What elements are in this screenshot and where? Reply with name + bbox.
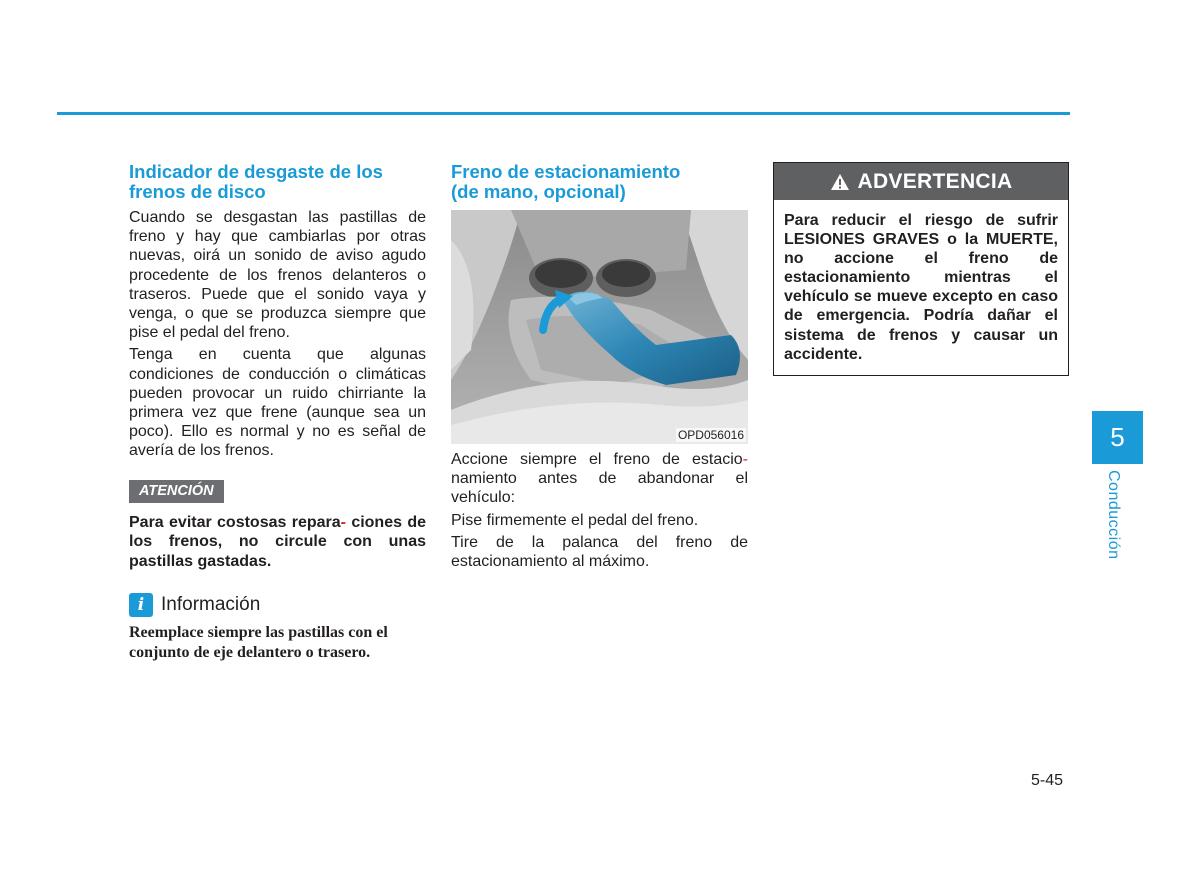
figure-code: OPD056016	[677, 428, 744, 442]
parking-brake-hyphen: -	[742, 451, 748, 468]
info-title: Información	[161, 594, 261, 616]
attention-badge: ATENCIÓN	[129, 480, 224, 503]
warning-box	[773, 162, 1069, 376]
brake-wear-heading-line1: Indicador de desgaste de los	[129, 161, 383, 182]
column-brake-wear	[129, 162, 426, 663]
attention-text-part-2: ciones de los frenos, no circule con unas pastillas gastadas.	[129, 513, 426, 570]
brake-wear-heading-line2: frenos de disco	[129, 181, 266, 202]
parking-brake-paragraph-1	[451, 450, 748, 508]
page-number: 5-45	[1031, 772, 1064, 789]
parking-brake-paragraph-2: Pise firmemente el pedal del freno.	[451, 511, 699, 529]
parking-brake-paragraph-1-part-2: namiento antes de abandonar el vehículo:	[451, 470, 748, 507]
chapter-tab: 5	[1092, 411, 1143, 464]
warning-title: ADVERTENCIA	[857, 169, 1013, 193]
console-illustration	[451, 210, 748, 444]
attention-hyphen: -	[340, 513, 346, 531]
chapter-name: Conducción	[1105, 470, 1122, 560]
parking-brake-heading-line2: (de mano, opcional)	[451, 181, 626, 202]
brake-wear-paragraph-1: Cuando se desgastan las pastillas de freno y hay que cambiarlas por otras nuevas, oirá un sonido de aviso agudo procedente de los frenos delanteros o traseros. Puede que el sonido vaya y venga, o que se produzca siempre que pise el pedal del freno.	[129, 209, 426, 342]
warning-header	[774, 163, 1068, 200]
warning-text: Para reducir el riesgo de sufrir LESIONES GRAVES o la MUERTE, no accione el freno de estacionamiento mientras el vehículo se mueve excepto en caso de emergencia. Podría dañar el sistema de frenos y causar un accidente.	[784, 212, 1058, 363]
info-icon: i	[129, 593, 153, 617]
column-warning	[773, 162, 1070, 376]
top-rule	[57, 112, 1070, 115]
warning-triangle-icon	[830, 173, 850, 191]
column-parking-brake	[451, 162, 748, 574]
parking-brake-paragraph-1-part-1: Accione siempre el freno de estacio	[451, 451, 743, 468]
info-header	[129, 593, 426, 617]
parking-brake-illustration	[451, 210, 748, 444]
parking-brake-heading	[451, 162, 748, 202]
brake-wear-paragraph-2: Tenga en cuenta que algunas condiciones de conducción o climáticas pueden provocar un ruido chirriante la primera vez que frene (aunque sea un poco). Ello es normal y no es señal de avería de los frenos.	[129, 346, 426, 460]
attention-text	[129, 513, 426, 572]
parking-brake-heading-line1: Freno de estacionamiento	[451, 161, 681, 182]
brake-wear-heading	[129, 162, 426, 202]
attention-text-part-1: Para evitar costosas repara	[129, 513, 341, 531]
parking-brake-paragraph-3: Tire de la palanca del freno de estacionamiento al máximo.	[451, 533, 748, 571]
info-text: Reemplace siempre las pastillas con el conjunto de eje delantero o trasero.	[129, 624, 388, 662]
